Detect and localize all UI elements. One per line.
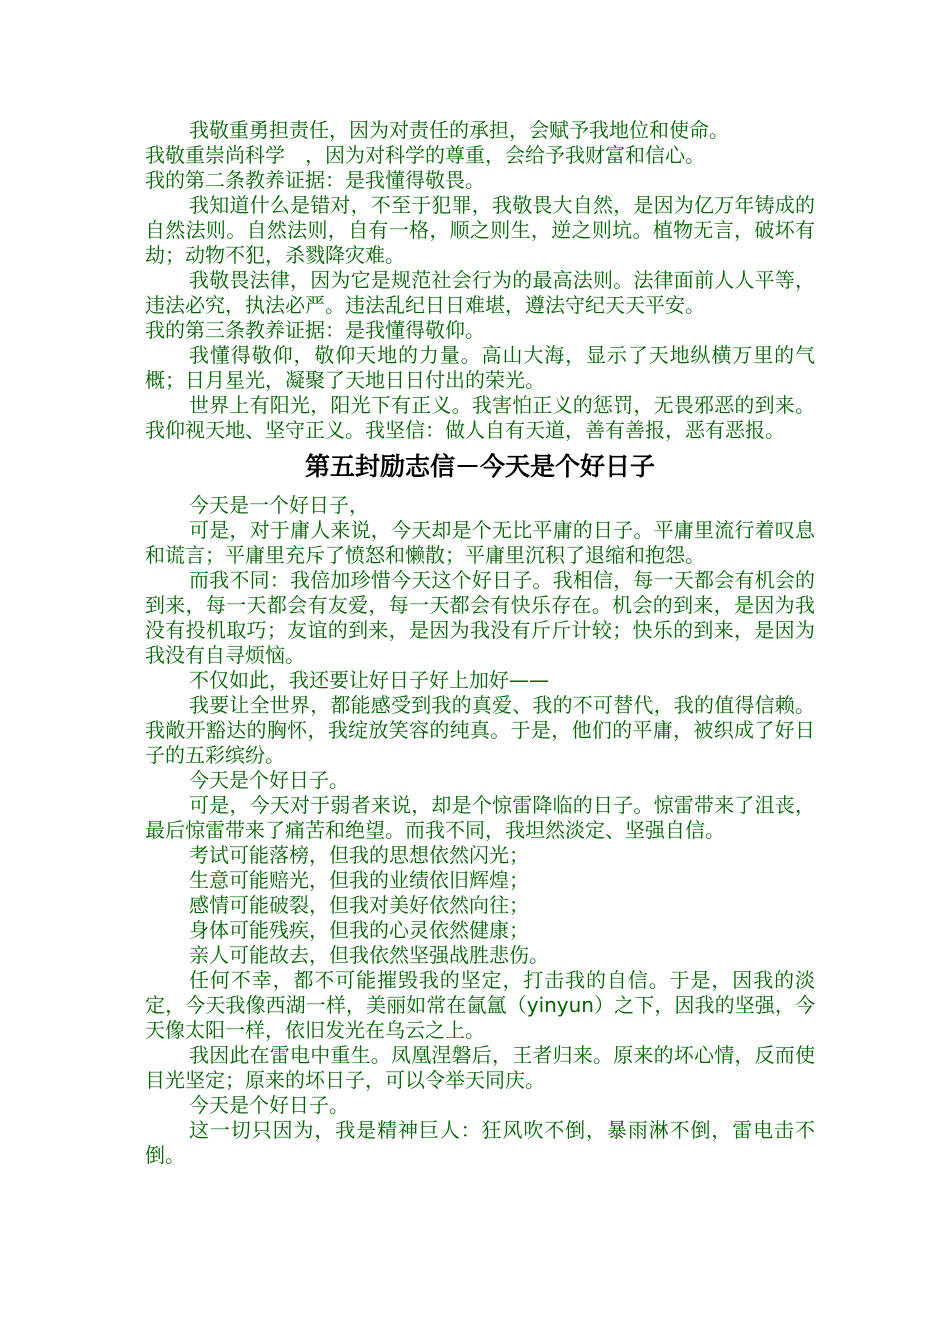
- body-paragraph: 我的第二条教养证据：是我懂得敬畏。: [145, 168, 485, 192]
- body-paragraph: 任何不幸，都不可能摧毁我的坚定，打击我的自信。于是，因我的淡定，今天我像西湖一样，美丽如常在氤氲（yinyun）之下，因我的坚强，今天像太阳一样，依旧发光在乌云之上。: [145, 968, 815, 1042]
- body-paragraph: 我的第三条教养证据：是我懂得敬仰。: [145, 318, 485, 342]
- body-paragraph: 我知道什么是错对，不至于犯罪，我敬畏大自然，是因为亿万年铸成的自然法则。自然法则，自有一格，顺之则生，逆之则坑。植物无言，破坏有劫；动物不犯，杀戮降灾难。: [145, 193, 815, 267]
- body-paragraph: 可是，对于庸人来说，今天却是个无比平庸的日子。平庸里流行着叹息和谎言；平庸里充斥了愤怒和懒散；平庸里沉积了退缩和抱怨。: [145, 518, 815, 567]
- body-paragraph: 今天是一个好日子，: [189, 493, 369, 517]
- body-paragraph: 我敬重崇尚科学 ，因为对科学的尊重，会给予我财富和信心。: [145, 143, 705, 167]
- body-paragraph: 我懂得敬仰，敬仰天地的力量。高山大海，显示了天地纵横万里的气概；日月星光，凝聚了天地日日付出的荣光。: [145, 343, 815, 392]
- list-line: 生意可能赔光，但我的业绩依旧辉煌；: [189, 868, 529, 892]
- document-page: [145, 118, 815, 1168]
- list-line: 身体可能残疾，但我的心灵依然健康；: [189, 918, 529, 942]
- body-paragraph: 可是，今天对于弱者来说，却是个惊雷降临的日子。惊雷带来了沮丧，最后惊雷带来了痛苦和绝望。而我不同，我坦然淡定、坚强自信。: [145, 793, 815, 842]
- body-paragraph: 我敬畏法律，因为它是规范社会行为的最高法则。法律面前人人平等，违法必究，执法必严。违法乱纪日日难堪，遵法守纪天天平安。: [145, 268, 815, 317]
- list-line: 亲人可能故去，但我依然坚强战胜悲伤。: [189, 943, 549, 967]
- body-paragraph: 我因此在雷电中重生。凤凰涅磐后，王者归来。原来的坏心情，反而使目光坚定；原来的坏日子，可以令举天同庆。: [145, 1043, 815, 1092]
- body-paragraph: 不仅如此，我还要让好日子好上加好——: [189, 668, 549, 692]
- body-paragraph: 今天是个好日子。: [189, 768, 349, 792]
- section-heading: 第五封励志信－今天是个好日子: [304, 452, 655, 481]
- body-paragraph: 这一切只因为，我是精神巨人：狂风吹不倒，暴雨淋不倒，雷电击不倒。: [145, 1118, 815, 1167]
- list-line: 感情可能破裂，但我对美好依然向往；: [189, 893, 529, 917]
- body-paragraph: 世界上有阳光，阳光下有正义。我害怕正义的惩罚，无畏邪恶的到来。我仰视天地、坚守正义。我坚信：做人自有天道，善有善报，恶有恶报。: [145, 393, 815, 442]
- list-line: 考试可能落榜，但我的思想依然闪光；: [189, 843, 529, 867]
- body-paragraph: 今天是个好日子。: [189, 1093, 349, 1117]
- body-paragraph: 我要让全世界，都能感受到我的真爱、我的不可替代，我的值得信赖。我敞开豁达的胸怀，我绽放笑容的纯真。于是，他们的平庸，被织成了好日子的五彩缤纷。: [145, 693, 815, 767]
- body-paragraph: 而我不同：我倍加珍惜今天这个好日子。我相信，每一天都会有机会的到来，每一天都会有友爱，每一天都会有快乐存在。机会的到来，是因为我没有投机取巧；友谊的到来，是因为我没有斤斤计较；快乐的到来，是因为我没有自寻烦恼。: [145, 568, 815, 667]
- body-paragraph: 我敬重勇担责任，因为对责任的承担，会赋予我地位和使命。: [189, 118, 729, 142]
